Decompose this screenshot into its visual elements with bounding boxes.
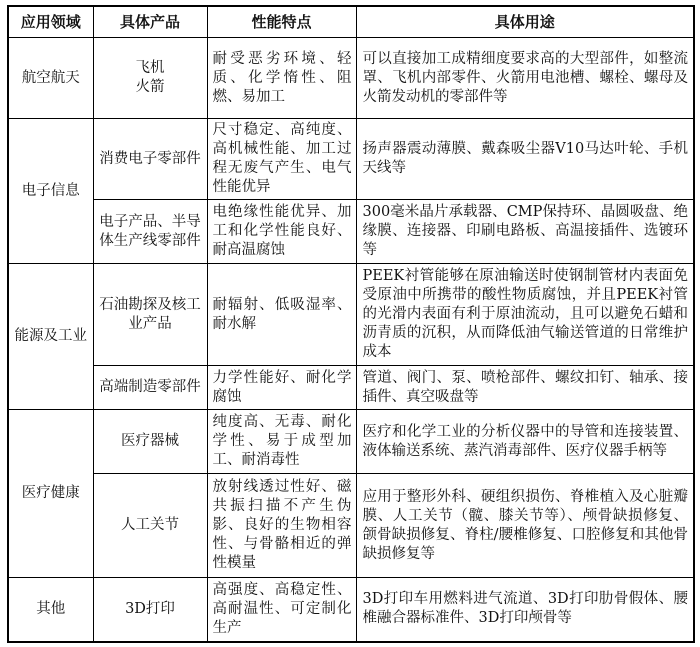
table-row	[8, 410, 694, 474]
features-cell: 高强度、高稳定性、高耐温性、可定制化生产	[207, 578, 356, 642]
features-cell: 纯度高、无毒、耐化学性、易于成型加工、耐消毒性	[207, 410, 356, 474]
table-row	[8, 264, 694, 366]
features-cell: 力学性能好、耐化学腐蚀	[207, 366, 356, 410]
uses-cell: 3D打印车用燃料进气流道、3D打印肋骨假体、腰椎融合器标准件、3D打印颅骨等	[356, 578, 694, 642]
product-cell: 高端制造零部件	[93, 366, 207, 410]
product-cell: 电子产品、半导体生产线零部件	[93, 200, 207, 264]
header-features: 性能特点	[207, 6, 356, 38]
product-cell: 医疗器械	[93, 410, 207, 474]
header-uses: 具体用途	[356, 6, 694, 38]
uses-cell: 管道、阀门、泵、喷枪部件、螺纹扣钉、轴承、接插件、真空吸盘等	[356, 366, 694, 410]
uses-cell: 应用于整形外科、硬组织损伤、脊椎植入及心脏瓣膜、人工关节（髋、膝关节等）、颅骨缺损修复、颌骨缺损修复、脊柱/腰椎修复、口腔修复和其他骨缺损修复等	[356, 474, 694, 578]
table-row	[8, 366, 694, 410]
domain-cell: 电子信息	[8, 119, 93, 264]
table-row	[8, 119, 694, 200]
domain-cell: 能源及工业	[8, 264, 93, 410]
uses-cell: 医疗和化学工业的分析仪器中的导管和连接装置、液体输送系统、蒸汽消毒部件、医疗仪器手柄等	[356, 410, 694, 474]
table-row	[8, 200, 694, 264]
table-row	[8, 38, 694, 119]
uses-cell: 可以直接加工成精细度要求高的大型部件，如整流罩、飞机内部零件、火箭用电池槽、螺栓、螺母及火箭发动机的零部件等	[356, 38, 694, 119]
header-row	[8, 6, 694, 38]
features-cell: 尺寸稳定、高纯度、高机械性能、加工过程无废气产生、电气性能优异	[207, 119, 356, 200]
header-product: 具体产品	[93, 6, 207, 38]
product-cell: 消费电子零部件	[93, 119, 207, 200]
features-cell: 耐辐射、低吸湿率、耐水解	[207, 264, 356, 366]
table-row	[8, 474, 694, 578]
table-row	[8, 578, 694, 642]
features-cell: 放射线透过性好、磁共振扫描不产生伪影、良好的生物相容性、与骨骼相近的弹性模量	[207, 474, 356, 578]
domain-cell: 医疗健康	[8, 410, 93, 578]
uses-cell: 300毫米晶片承载器、CMP保持环、晶圆吸盘、绝缘膜、连接器、印刷电路板、高温接插件、选镀环等	[356, 200, 694, 264]
features-cell: 耐受恶劣环境、轻质、化学惰性、阻燃、易加工	[207, 38, 356, 119]
uses-cell: 扬声器震动薄膜、戴森吸尘器V10马达叶轮、手机天线等	[356, 119, 694, 200]
product-cell: 飞机 火箭	[93, 38, 207, 119]
uses-cell: PEEK衬管能够在原油输送时使钢制管材内表面免受原油中所携带的酸性物质腐蚀，并且PEEK衬管的光滑内表面有利于原油流动，且可以避免石蜡和沥青质的沉积，从而降低油气输送管道的日常维护成本	[356, 264, 694, 366]
application-table	[7, 5, 695, 643]
product-cell: 人工关节	[93, 474, 207, 578]
domain-cell: 航空航天	[8, 38, 93, 119]
domain-cell: 其他	[8, 578, 93, 642]
header-domain: 应用领域	[8, 6, 93, 38]
product-cell: 3D打印	[93, 578, 207, 642]
product-cell: 石油勘探及核工业产品	[93, 264, 207, 366]
features-cell: 电绝缘性能优异、加工和化学性能良好、耐高温腐蚀	[207, 200, 356, 264]
